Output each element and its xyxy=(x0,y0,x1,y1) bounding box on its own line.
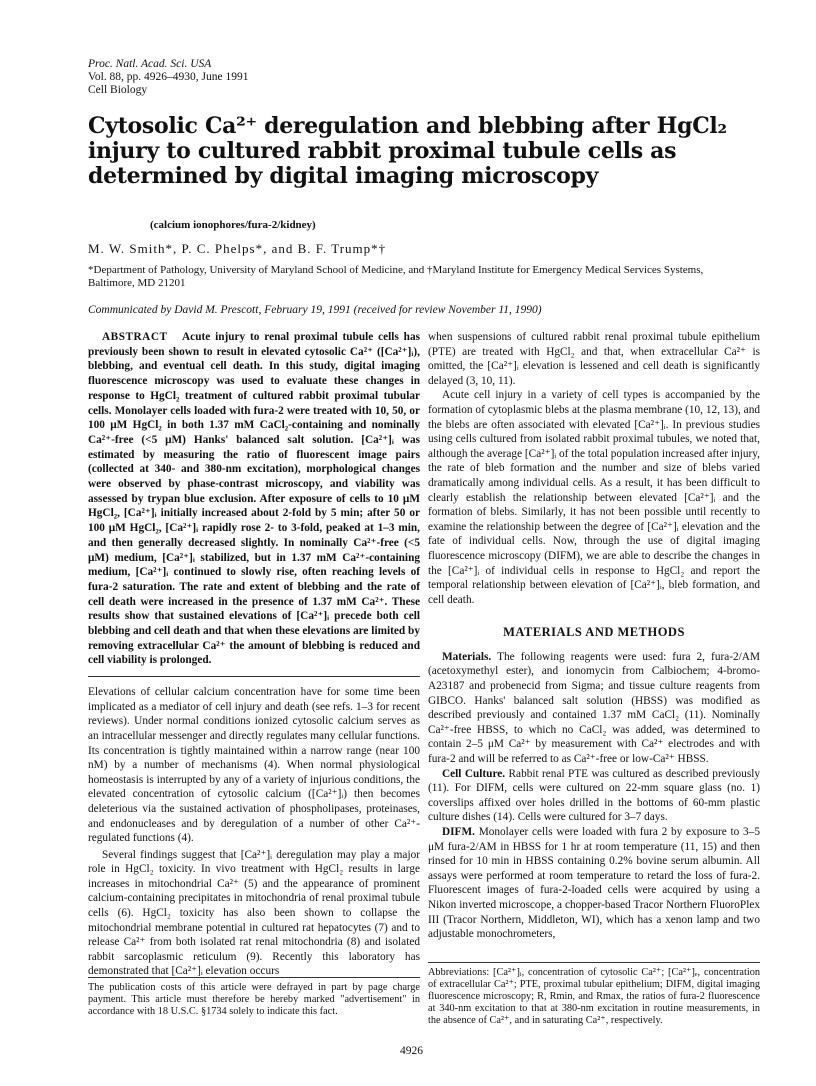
journal-volume: Vol. 88, pp. 4926–4930, June 1991 xyxy=(88,71,249,83)
journal-header xyxy=(88,58,248,97)
difm-label: DIFM. xyxy=(442,826,475,838)
footnote-divider-left xyxy=(88,977,420,978)
intro-paragraph-3: when suspensions of cultured rabbit renal proximal tubule epithelium (PTE) are treated with HgCl₂ and that, when extracellular Ca²⁺ is omitted, the [Ca²⁺]ᵢ elevation is lessened and cell death is significantly delayed (3, 10, 11). xyxy=(428,331,760,387)
abbreviations-text: Abbreviations: [Ca²⁺]ᵢ, concentration of cytosolic Ca²⁺; [Ca²⁺]ₑ, concentration of extracellular Ca²⁺; PTE, proximal tubular epithelium; DIFM, digital imaging fluorescence microscopy; R, Rmin, and Rmax, the ratios of fura-2 fluorescence at 340-nm excitation to that at 380-nm excitation in routine measurements, in the absence of Ca²⁺, and in saturating Ca²⁺, respectively. xyxy=(428,967,760,1026)
difm-paragraph xyxy=(428,825,760,942)
left-column xyxy=(88,330,420,979)
culture-text: Rabbit renal PTE was cultured as described previously (11). For DIFM, cells were cultured on 22-mm square glass (no. 1) coverslips affixed over holes drilled in the bottoms of 60-mm plastic culture dishes (14). Cells were cultured for 3–7 days. xyxy=(428,767,760,824)
affiliation: *Department of Pathology, University of Maryland School of Medicine, and †Maryland Institute for Emergency Medical Services Systems, Baltimore, MD 21201 xyxy=(88,264,704,289)
abbreviations-footnote xyxy=(428,962,760,1027)
intro-paragraph-4: Acute cell injury in a variety of cell types is accompanied by the formation of cytoplasmic blebs at the plasma membrane (10, 12, 13), and the blebs are often associated with elevated [Ca²⁺]ᵢ. In previous studies using cells cultured from isolated rabbit proximal tubules, we noted that, although the average [Ca²⁺]ᵢ of the total population increased after injury, the rate of bleb formation and the number and size of blebs varied dramatically among individual cells. As a result, it has been difficult to clearly establish the relationship between elevated [Ca²⁺]ᵢ and the formation of blebs. Similarly, it has not been possible until recently to examine the relationship between the degree of [Ca²⁺]ᵢ elevation and the fate of individual cells. Now, through the use of digital imaging fluorescence microscopy (DIFM), we are able to describe the changes in the [Ca²⁺]ᵢ of individual cells in response to HgCl₂ and report the temporal relationship between elevation of [Ca²⁺]ᵢ, bleb formation, and cell death. xyxy=(428,389,760,606)
abstract-text: Acute injury to renal proximal tubule cells has previously been shown to result in elevated cytosolic Ca²⁺ ([Ca²⁺]ᵢ), blebbing, and eventual cell death. In this study, digital imaging fluorescence microscopy was used to evaluate these changes in response to HgCl₂ treatment of cultured rabbit proximal tubular cells. Monolayer cells loaded with fura-2 were treated with 10, 50, or 100 μM HgCl₂ in both 1.37 mM CaCl₂-containing and nominally Ca²⁺-free (<5 μM) Hanks' balanced salt solution. [Ca²⁺]ᵢ was estimated by measuring the ratio of fluorescent image pairs (collected at 340- and 380-nm excitation), morphological changes were observed by phase-contrast microscopy, and viability was assessed by trypan blue exclusion. After exposure of cells to 10 μM HgCl₂, [Ca²⁺]ᵢ initially increased about 2-fold by 5 min; after 50 or 100 μM HgCl₂, [Ca²⁺]ᵢ rapidly rose 2- to 3-fold, peaked at 1–3 min, and then generally decreased slightly. In nominally Ca²⁺-free (<5 μM) medium, [Ca²⁺]ᵢ stabilized, but in 1.37 mM Ca²⁺-containing medium, [Ca²⁺]ᵢ continued to slowly rise, often reaching levels of fura-2 saturation. The rate and extent of blebbing and the rate of cell death were increased in the presence of 1.37 mM Ca²⁺. These results show that sustained elevations of [Ca²⁺]ᵢ precede both cell blebbing and cell death and that when these elevations are limited by removing extracellular Ca²⁺ the amount of blebbing is reduced and cell viability is prolonged. xyxy=(88,331,420,667)
materials-label: Materials. xyxy=(442,650,492,663)
culture-paragraph xyxy=(428,767,760,825)
publication-costs-footnote xyxy=(88,977,420,1018)
communicated-line: Communicated by David M. Prescott, February 19, 1991 (received for review November 11, 1990) xyxy=(88,304,542,316)
journal-name: Proc. Natl. Acad. Sci. USA xyxy=(88,58,212,70)
abstract-label: ABSTRACT xyxy=(102,331,168,343)
article-title: Cytosolic Ca²⁺ deregulation and blebbing after HgCl₂ injury to cultured rabbit proximal tubule cells as determined by digital imaging microscopy xyxy=(88,113,727,189)
culture-label: Cell Culture. xyxy=(442,767,506,780)
publication-costs-text: The publication costs of this article were defrayed in part by page charge payment. This article must therefore be hereby marked "advertisement" in accordance with 18 U.S.C. §1734 solely to indicate this fact. xyxy=(88,982,420,1017)
footnote-divider-right xyxy=(428,962,760,963)
materials-paragraph xyxy=(428,650,760,767)
authors: M. W. Smith*, P. C. Phelps*, and B. F. Trump*† xyxy=(88,241,387,256)
abstract-divider xyxy=(88,676,420,677)
journal-section: Cell Biology xyxy=(88,84,148,96)
keywords: (calcium ionophores/fura-2/kidney) xyxy=(150,219,316,231)
materials-text: The following reagents were used: fura 2, fura-2/AM (acetoxymethyl ester), and ionomycin from Calbiochem; 4-bromo-A23187 and probenecid from Sigma; and tissue culture reagents from GIBCO. Hanks' balanced salt solution (HBSS) was modified as described previously and contained 1.37 mM CaCl₂ (11). Nominally Ca²⁺-free HBSS, to which no CaCl₂ was added, was determined to contain 2–5 μM Ca²⁺ by measurement with Ca²⁺ electrodes and with fura-2 and will be referred to as Ca²⁺-free or low-Ca²⁺ HBSS. xyxy=(428,650,760,766)
page-number: 4926 xyxy=(400,1045,423,1057)
intro-paragraph-1: Elevations of cellular calcium concentration have for some time been implicated as a mediator of cell injury and death (see refs. 1–3 for recent reviews). Under normal conditions ionized cytosolic calcium serves as an intracellular messenger and directly regulates many cellular functions. Its concentration is tightly maintained within a narrow range (near 100 nM) by a number of mechanisms (4). When normal physiological homeostasis is interrupted by any of a variety of injurious conditions, the elevated concentration of cytosolic calcium ([Ca²⁺]ᵢ) then becomes deleterious via the sustained activation of phospholipases, proteinases, and endonucleases and by deregulation of a number of other Ca²⁺-regulated functions (4). xyxy=(88,686,420,845)
right-column xyxy=(428,330,760,942)
intro-paragraph-2: Several findings suggest that [Ca²⁺]ᵢ deregulation may play a major role in HgCl₂ toxicity. In vivo treatment with HgCl₂ results in large increases in mitochondrial Ca²⁺ (5) and the appearance of prominent calcium-containing precipitates in mitochondria of renal proximal tubule cells (6). HgCl₂ toxicity has also been shown to collapse the mitochondrial membrane potential in cultured rat hepatocytes (7) and to release Ca²⁺ from both isolated rat renal mitochondria (8) and isolated rabbit sarcoplasmic reticulum (9). Recently this laboratory has demonstrated that [Ca²⁺]ᵢ elevation occurs xyxy=(88,848,420,978)
abstract xyxy=(88,330,420,668)
difm-text: Monolayer cells were loaded with fura 2 by exposure to 3–5 μM fura-2/AM in HBSS for 1 hr at room temperature (11, 15) and then rinsed for 10 min in HBSS containing 0.2% bovine serum albumin. All assays were performed at room temperature to retard the loss of fura-2. Fluorescent images of fura-2-loaded cells were acquired by using a Nikon inverted microscope, a chopper-based Tracor Northern FluoroPlex III (Tracor Northern, Middleton, WI), which has a xenon lamp and two adjustable monochrometers, xyxy=(428,826,760,941)
methods-heading: MATERIALS AND METHODS xyxy=(503,625,685,640)
